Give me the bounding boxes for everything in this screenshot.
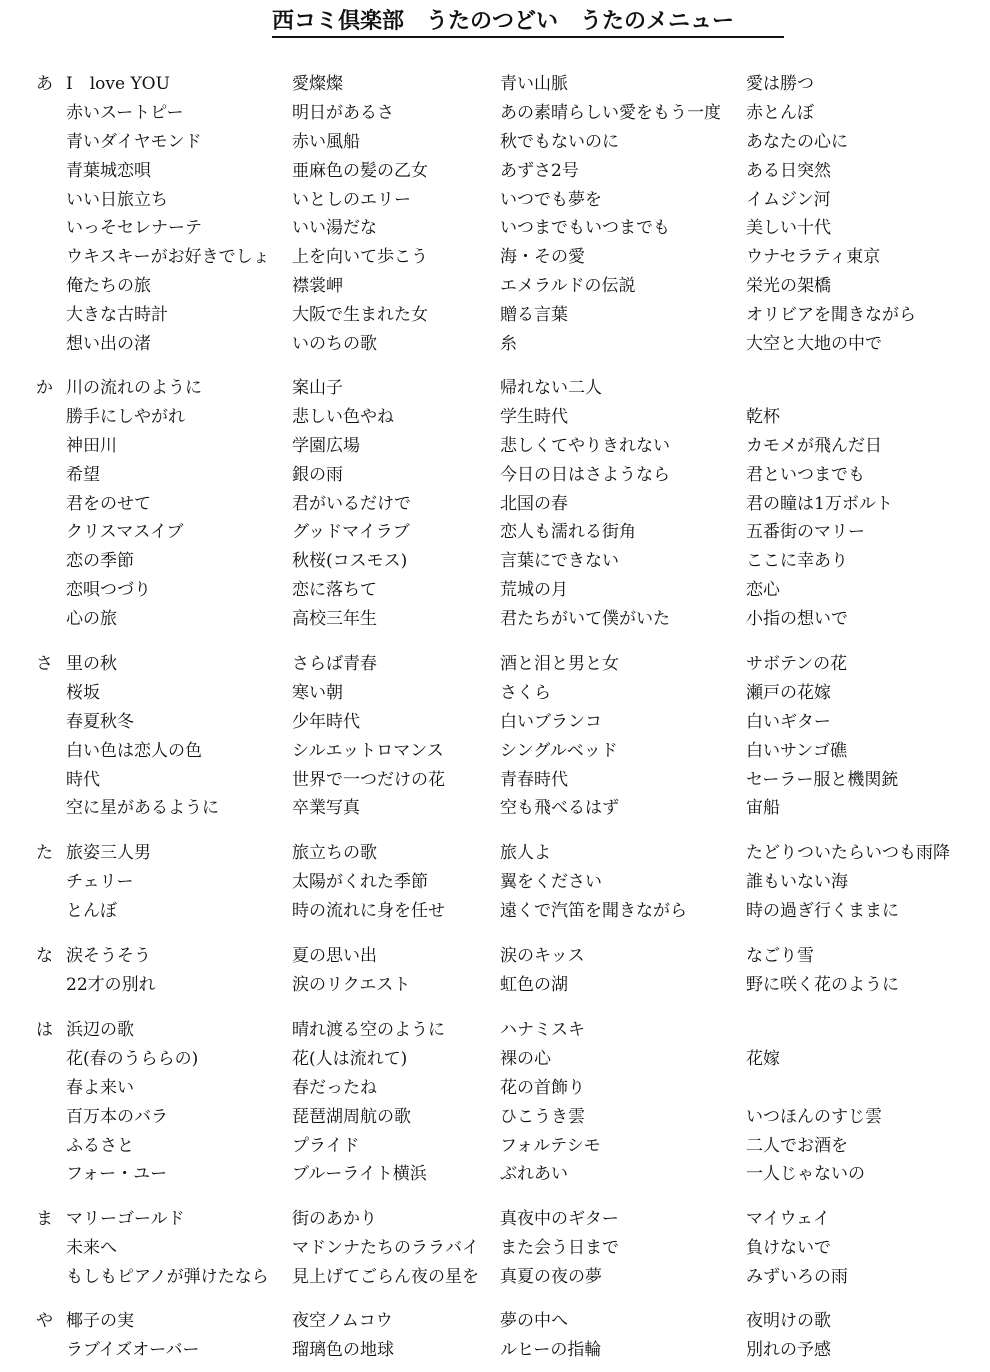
- song-title: 学生時代: [500, 406, 568, 427]
- song-title: とんぼ: [66, 900, 117, 921]
- song-title: いい湯だな: [292, 218, 377, 239]
- song-title: 遠くで汽笛を聞きながら: [500, 900, 687, 921]
- song-title: フォー・ユー: [66, 1164, 168, 1185]
- song-title: 勝手にしやがれ: [66, 406, 185, 427]
- page-title: 西コミ倶楽部 うたのつどい うたのメニュー: [272, 6, 784, 38]
- section-2: [0, 650, 990, 823]
- song-row: [0, 374, 990, 403]
- song-title: 神田川: [66, 435, 117, 456]
- song-title: 青い山脈: [500, 74, 568, 94]
- song-title: 愛は勝つ: [746, 74, 814, 94]
- song-title: 大阪で生まれた女: [292, 305, 428, 326]
- song-title: 赤い風船: [292, 131, 360, 152]
- song-title: ひこうき雲: [500, 1106, 585, 1127]
- song-title: 空も飛べるはず: [500, 798, 619, 819]
- song-title: シルエットロマンス: [292, 740, 444, 761]
- song-title: 春夏秋冬: [66, 711, 134, 732]
- song-row: [0, 330, 990, 359]
- song-title: 真夜中のギター: [500, 1209, 619, 1229]
- song-title: 君がいるだけで: [292, 493, 411, 514]
- song-title: 裸の心: [500, 1048, 551, 1069]
- song-title: もしもピアノが弾けたなら: [66, 1266, 269, 1287]
- song-title: 野に咲く花のように: [746, 974, 899, 995]
- song-row: [0, 157, 990, 186]
- song-title: 卒業写真: [292, 798, 360, 819]
- song-row: [0, 99, 990, 128]
- song-row: [0, 794, 990, 823]
- song-title: 花嫁: [746, 1048, 780, 1069]
- song-row: [0, 839, 990, 868]
- song-title: 空に星があるように: [66, 798, 219, 819]
- song-title: 世界で一つだけの花: [292, 769, 445, 790]
- song-row: [0, 1234, 990, 1263]
- song-title: 青春時代: [500, 769, 568, 790]
- section-kana: ま: [36, 1209, 53, 1229]
- song-title: 想い出の渚: [66, 334, 151, 355]
- song-title: 君をのせて: [66, 493, 151, 514]
- song-title: 帰れない二人: [500, 378, 602, 398]
- song-row: [0, 576, 990, 605]
- song-title: 赤とんぼ: [746, 102, 814, 123]
- song-title: ウナセラティ東京: [746, 247, 881, 268]
- song-title: 恋の季節: [66, 551, 134, 572]
- song-title: 栄光の架橋: [746, 276, 831, 297]
- song-title: 悲しくてやりきれない: [500, 435, 670, 456]
- song-title: 時の過ぎ行くままに: [746, 900, 899, 921]
- song-title: 椰子の実: [66, 1311, 134, 1331]
- song-row: [0, 214, 990, 243]
- song-title: なごり雪: [746, 946, 814, 966]
- song-title: また会う日まで: [500, 1237, 619, 1258]
- song-title: 贈る言葉: [500, 305, 568, 326]
- song-title: 秋桜(コスモス): [292, 551, 408, 572]
- song-title: チェリー: [66, 871, 134, 892]
- song-title: マイウェイ: [746, 1209, 830, 1229]
- song-title: 青葉城恋唄: [66, 160, 151, 181]
- song-title: 花の首飾り: [500, 1077, 585, 1098]
- song-title: いい日旅立ち: [66, 189, 168, 210]
- song-title: 桜坂: [66, 682, 100, 703]
- song-title: 晴れ渡る空のように: [292, 1020, 445, 1040]
- section-5: [0, 1016, 990, 1189]
- song-title: 虹色の湖: [500, 974, 568, 995]
- song-title: 恋心: [746, 580, 780, 601]
- song-row: [0, 971, 990, 1000]
- section-kana: た: [36, 843, 53, 863]
- song-title: 夜空ノムコウ: [292, 1311, 393, 1331]
- song-title: クリスマスイブ: [66, 522, 184, 543]
- song-title: 夜明けの歌: [746, 1311, 831, 1331]
- song-title: さくら: [500, 682, 551, 703]
- song-title: 俺たちの旅: [66, 276, 151, 297]
- song-row: [0, 766, 990, 795]
- section-kana: か: [36, 378, 53, 398]
- song-title: 白いサンゴ礁: [746, 740, 848, 761]
- song-title: 琵琶湖周航の歌: [292, 1106, 411, 1127]
- song-title: シングルベッド: [500, 740, 618, 761]
- song-title: 恋人も濡れる街角: [500, 522, 636, 543]
- song-title: ある日突然: [746, 160, 831, 181]
- song-title: 高校三年生: [292, 609, 377, 630]
- song-title: グッドマイラブ: [292, 522, 410, 543]
- song-title: 大きな古時計: [66, 305, 168, 326]
- song-row: [0, 708, 990, 737]
- song-title: あずさ2号: [500, 160, 579, 181]
- song-row: [0, 1307, 990, 1336]
- song-title: 秋でもないのに: [500, 131, 619, 152]
- song-title: 涙のキッス: [500, 946, 585, 966]
- section-7: [0, 1307, 990, 1365]
- song-title: 白いギター: [746, 711, 831, 732]
- section-kana: な: [36, 946, 53, 966]
- song-title: いつまでもいつまでも: [500, 218, 670, 239]
- song-title: いつでも夢を: [500, 189, 602, 210]
- song-title: さらば青春: [292, 654, 377, 674]
- song-row: [0, 605, 990, 634]
- song-title: 希望: [66, 464, 100, 485]
- song-title: 学園広場: [292, 435, 360, 456]
- song-title: ルヒーの指輪: [500, 1339, 602, 1360]
- song-title: 荒城の月: [500, 580, 568, 601]
- song-title: 春だったね: [292, 1077, 377, 1098]
- song-title: 君といつまでも: [746, 464, 865, 485]
- song-title: いっそセレナーテ: [66, 218, 202, 239]
- song-row: [0, 128, 990, 157]
- song-title: エメラルドの伝説: [500, 276, 636, 297]
- song-row: [0, 679, 990, 708]
- song-row: [0, 897, 990, 926]
- song-row: [0, 403, 990, 432]
- song-title: ブルーライト横浜: [292, 1164, 427, 1185]
- song-title: あの素晴らしい愛をもう一度: [500, 102, 721, 123]
- song-row: [0, 1074, 990, 1103]
- section-kana: や: [36, 1311, 53, 1331]
- song-title: 花(人は流れて): [292, 1048, 408, 1069]
- song-title: 心の旅: [66, 609, 117, 630]
- song-title: いのちの歌: [292, 334, 377, 355]
- song-title: 瀬戸の花嫁: [746, 682, 831, 703]
- song-title: 白いブランコ: [500, 711, 602, 732]
- song-row: [0, 1263, 990, 1292]
- section-6: [0, 1205, 990, 1292]
- song-title: 明日があるさ: [292, 102, 394, 123]
- song-title: オリビアを聞きながら: [746, 305, 916, 326]
- section-3: [0, 839, 990, 926]
- song-title: 赤いスートピー: [66, 102, 184, 123]
- song-title: 街のあかり: [292, 1209, 377, 1229]
- song-title: 22才の別れ: [66, 974, 156, 995]
- song-title: 翼をください: [500, 871, 602, 892]
- song-row: [0, 1160, 990, 1189]
- song-title: カモメが飛んだ日: [746, 435, 882, 456]
- song-title: 花(春のうららの): [66, 1048, 199, 1069]
- song-title: 宙船: [746, 798, 780, 819]
- song-title: 少年時代: [292, 711, 360, 732]
- song-row: [0, 301, 990, 330]
- song-title: 亜麻色の髪の乙女: [292, 160, 428, 181]
- song-title: サボテンの花: [746, 654, 848, 674]
- song-row: [0, 70, 990, 99]
- song-title: ラブイズオーバー: [66, 1339, 200, 1360]
- song-title: 里の秋: [66, 654, 117, 674]
- song-title: イムジン河: [746, 189, 831, 210]
- song-row: [0, 650, 990, 679]
- song-row: [0, 243, 990, 272]
- song-row: [0, 1132, 990, 1161]
- section-kana: あ: [36, 74, 53, 94]
- song-title: 悲しい色やね: [292, 406, 394, 427]
- song-title: 旅人よ: [500, 843, 551, 863]
- song-title: 二人でお酒を: [746, 1135, 848, 1156]
- song-title: 夢の中へ: [500, 1311, 568, 1331]
- song-title: マドンナたちのララバイ: [292, 1237, 479, 1258]
- song-title: プライド: [292, 1135, 360, 1156]
- song-title: 別れの予感: [746, 1339, 831, 1360]
- section-4: [0, 942, 990, 1000]
- song-title: 北国の春: [500, 493, 568, 514]
- song-title: フォルテシモ: [500, 1135, 601, 1156]
- song-title: みずいろの雨: [746, 1266, 848, 1287]
- song-title: 一人じゃないの: [746, 1164, 865, 1185]
- song-title: 襟裳岬: [292, 276, 343, 297]
- song-row: [0, 1045, 990, 1074]
- song-row: [0, 1336, 990, 1365]
- song-row: [0, 547, 990, 576]
- song-title: 時代: [66, 769, 100, 790]
- song-title: 海・その愛: [500, 247, 585, 268]
- song-title: 夏の思い出: [292, 946, 377, 966]
- song-title: 涙そうそう: [66, 946, 151, 966]
- song-title: 五番街のマリー: [746, 522, 865, 543]
- song-title: 誰もいない海: [746, 871, 848, 892]
- song-title: たどりついたらいつも雨降: [746, 843, 950, 863]
- song-title: あなたの心に: [746, 131, 848, 152]
- song-title: 糸: [500, 334, 517, 355]
- song-title: 乾杯: [746, 406, 780, 427]
- song-title: 涙のリクエスト: [292, 974, 411, 995]
- song-title: 浜辺の歌: [66, 1020, 134, 1040]
- song-row: [0, 942, 990, 971]
- song-row: [0, 1205, 990, 1234]
- section-kana: は: [36, 1020, 53, 1040]
- song-title: 恋唄つづり: [66, 580, 151, 601]
- song-title: 君たちがいて僕がいた: [500, 609, 670, 630]
- song-title: 銀の雨: [292, 464, 343, 485]
- song-title: 太陽がくれた季節: [292, 871, 428, 892]
- song-title: 百万本のバラ: [66, 1106, 168, 1127]
- song-title: ウキスキーがお好きでしょ: [66, 247, 270, 268]
- song-title: I love YOU: [66, 74, 170, 94]
- song-row: [0, 518, 990, 547]
- song-row: [0, 1016, 990, 1045]
- song-title: 言葉にできない: [500, 551, 619, 572]
- song-row: [0, 490, 990, 519]
- song-title: 未来へ: [66, 1237, 117, 1258]
- song-title: 寒い朝: [292, 682, 343, 703]
- song-title: 時の流れに身を任せ: [292, 900, 445, 921]
- song-title: 愛燦燦: [292, 74, 343, 94]
- song-title: ここに幸あり: [746, 551, 848, 572]
- section-kana: さ: [36, 654, 53, 674]
- song-title: ぶれあい: [500, 1164, 568, 1185]
- song-title: 旅姿三人男: [66, 843, 151, 863]
- song-title: 恋に落ちて: [292, 580, 377, 601]
- song-title: 真夏の夜の夢: [500, 1266, 602, 1287]
- song-title: 旅立ちの歌: [292, 843, 377, 863]
- song-title: セーラー服と機関銃: [746, 769, 899, 790]
- song-title: 青いダイヤモンド: [66, 131, 202, 152]
- song-title: ハナミスキ: [500, 1020, 585, 1040]
- song-title: 春よ来い: [66, 1077, 134, 1098]
- song-title: 瑠璃色の地球: [292, 1339, 394, 1360]
- song-title: 美しい十代: [746, 218, 831, 239]
- song-row: [0, 1103, 990, 1132]
- song-title: 君の瞳は1万ボルト: [746, 493, 893, 514]
- song-title: 川の流れのように: [66, 378, 202, 398]
- song-title: 小指の想いで: [746, 609, 848, 630]
- song-row: [0, 868, 990, 897]
- song-title: 案山子: [292, 378, 343, 398]
- section-1: [0, 374, 990, 634]
- song-row: [0, 461, 990, 490]
- song-title: 白い色は恋人の色: [66, 740, 202, 761]
- song-title: マリーゴールド: [66, 1209, 185, 1229]
- song-title: 負けないで: [746, 1237, 831, 1258]
- song-title: いつほんのすじ雲: [746, 1106, 882, 1127]
- song-title: ふるさと: [66, 1135, 134, 1156]
- song-row: [0, 272, 990, 301]
- section-0: [0, 70, 990, 359]
- song-title: 見上げてごらん夜の星を: [292, 1266, 479, 1287]
- song-row: [0, 737, 990, 766]
- song-row: [0, 186, 990, 215]
- song-title: いとしのエリー: [292, 189, 411, 210]
- song-title: 上を向いて歩こう: [292, 247, 428, 268]
- song-title: 今日の日はさようなら: [500, 464, 670, 485]
- song-title: 大空と大地の中で: [746, 334, 882, 355]
- song-row: [0, 432, 990, 461]
- song-title: 酒と泪と男と女: [500, 654, 619, 674]
